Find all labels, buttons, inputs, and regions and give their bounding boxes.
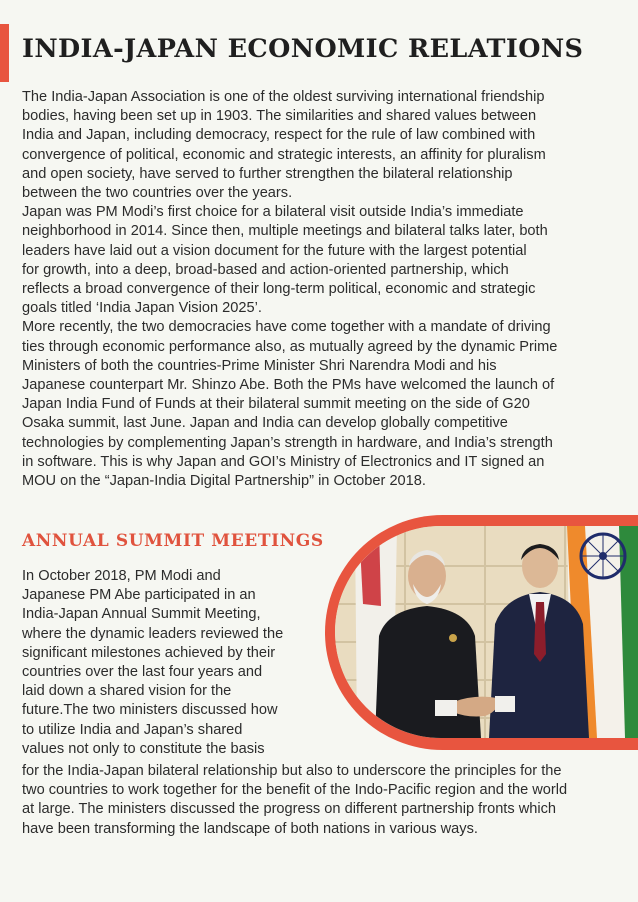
summit-text-bottom (22, 762, 622, 839)
intro-line: Ministers of both the countries-Prime Minister Shri Narendra Modi and his (22, 357, 497, 374)
summit-line: two countries to work together for the benefit of the Indo-Pacific region and the world (22, 782, 568, 799)
leaders-handshake-photo (335, 526, 638, 738)
intro-line: More recently, the two democracies have come together with a mandate of driving (22, 319, 551, 336)
title-accent-bar (0, 24, 9, 82)
summit-line: In October 2018, PM Modi and (22, 568, 221, 584)
intro-line: between the two countries over the years. (22, 185, 293, 202)
summit-line: significant milestones achieved by their (22, 644, 276, 661)
summit-line: India-Japan Annual Summit Meeting, (22, 606, 261, 623)
summit-line: future.The two ministers discussed how (22, 702, 278, 719)
intro-line: convergence of political, economic and strategic interests, an affinity for pluralism (22, 146, 546, 163)
intro-line: Osaka summit, last June. Japan and India can develop globally competitive (22, 415, 508, 432)
intro-line: MOU on the “Japan-India Digital Partnership” in October 2018. (22, 473, 426, 490)
summit-line: values not only to constitute the basis (22, 740, 265, 757)
summit-line: have been transforming the landscape of both nations in various ways. (22, 820, 478, 837)
summit-line: laid down a shared vision for the (22, 683, 232, 700)
intro-line: for growth, into a deep, broad-based and action-oriented partnership, which (22, 261, 509, 278)
intro-line: leaders have laid out a vision document for the future with the largest potential (22, 242, 527, 259)
summit-line: where the dynamic leaders reviewed the (22, 625, 284, 642)
page-title: INDIA-JAPAN ECONOMIC RELATIONS (22, 34, 584, 64)
intro-line: The India-Japan Association is one of the oldest surviving international friendship (22, 89, 545, 105)
intro-line: India and Japan, including democracy, respect for the rule of law combined with (22, 127, 536, 144)
summit-line: Japanese PM Abe participated in an (22, 587, 256, 604)
intro-text (22, 88, 622, 491)
intro-line: Japanese counterpart Mr. Shinzo Abe. Both the PMs have welcomed the launch of (22, 377, 555, 394)
leaders-handshake-illustration (335, 526, 638, 738)
intro-line: in software. This is why Japan and GOI’s Ministry of Electronics and IT signed an (22, 453, 545, 470)
intro-line: Japan India Fund of Funds at their bilateral summit meeting on the side of G20 (22, 396, 530, 413)
intro-line: ties through economic performance also, as mutually agreed by the dynamic Prime (22, 338, 558, 355)
summit-line: countries over the last four years and (22, 664, 263, 681)
summit-line: for the India-Japan bilateral relationship but also to underscore the principles for the (22, 763, 562, 779)
intro-line: reflects a broad convergence of their long-term political, economic and strategic (22, 281, 536, 298)
summit-text-left (22, 567, 322, 759)
summit-line: to utilize India and Japan’s shared (22, 721, 243, 738)
summit-line: at large. The ministers discussed the progress on different partnership fronts which (22, 801, 557, 818)
intro-line: Japan was PM Modi’s first choice for a bilateral visit outside India’s immediate (22, 204, 524, 221)
intro-line: and open society, have served to further strengthen the bilateral relationship (22, 165, 513, 182)
intro-line: bodies, having been set up in 1903. The similarities and shared values between (22, 108, 537, 125)
intro-line: technologies by complementing Japan’s strength in hardware, and India’s strength (22, 434, 553, 451)
intro-line: neighborhood in 2014. Since then, multiple meetings and bilateral talks later, both (22, 223, 548, 240)
section-heading-annual-summit: ANNUAL SUMMIT MEETINGS (22, 531, 324, 551)
intro-line: goals titled ‘India Japan Vision 2025’. (22, 300, 262, 317)
